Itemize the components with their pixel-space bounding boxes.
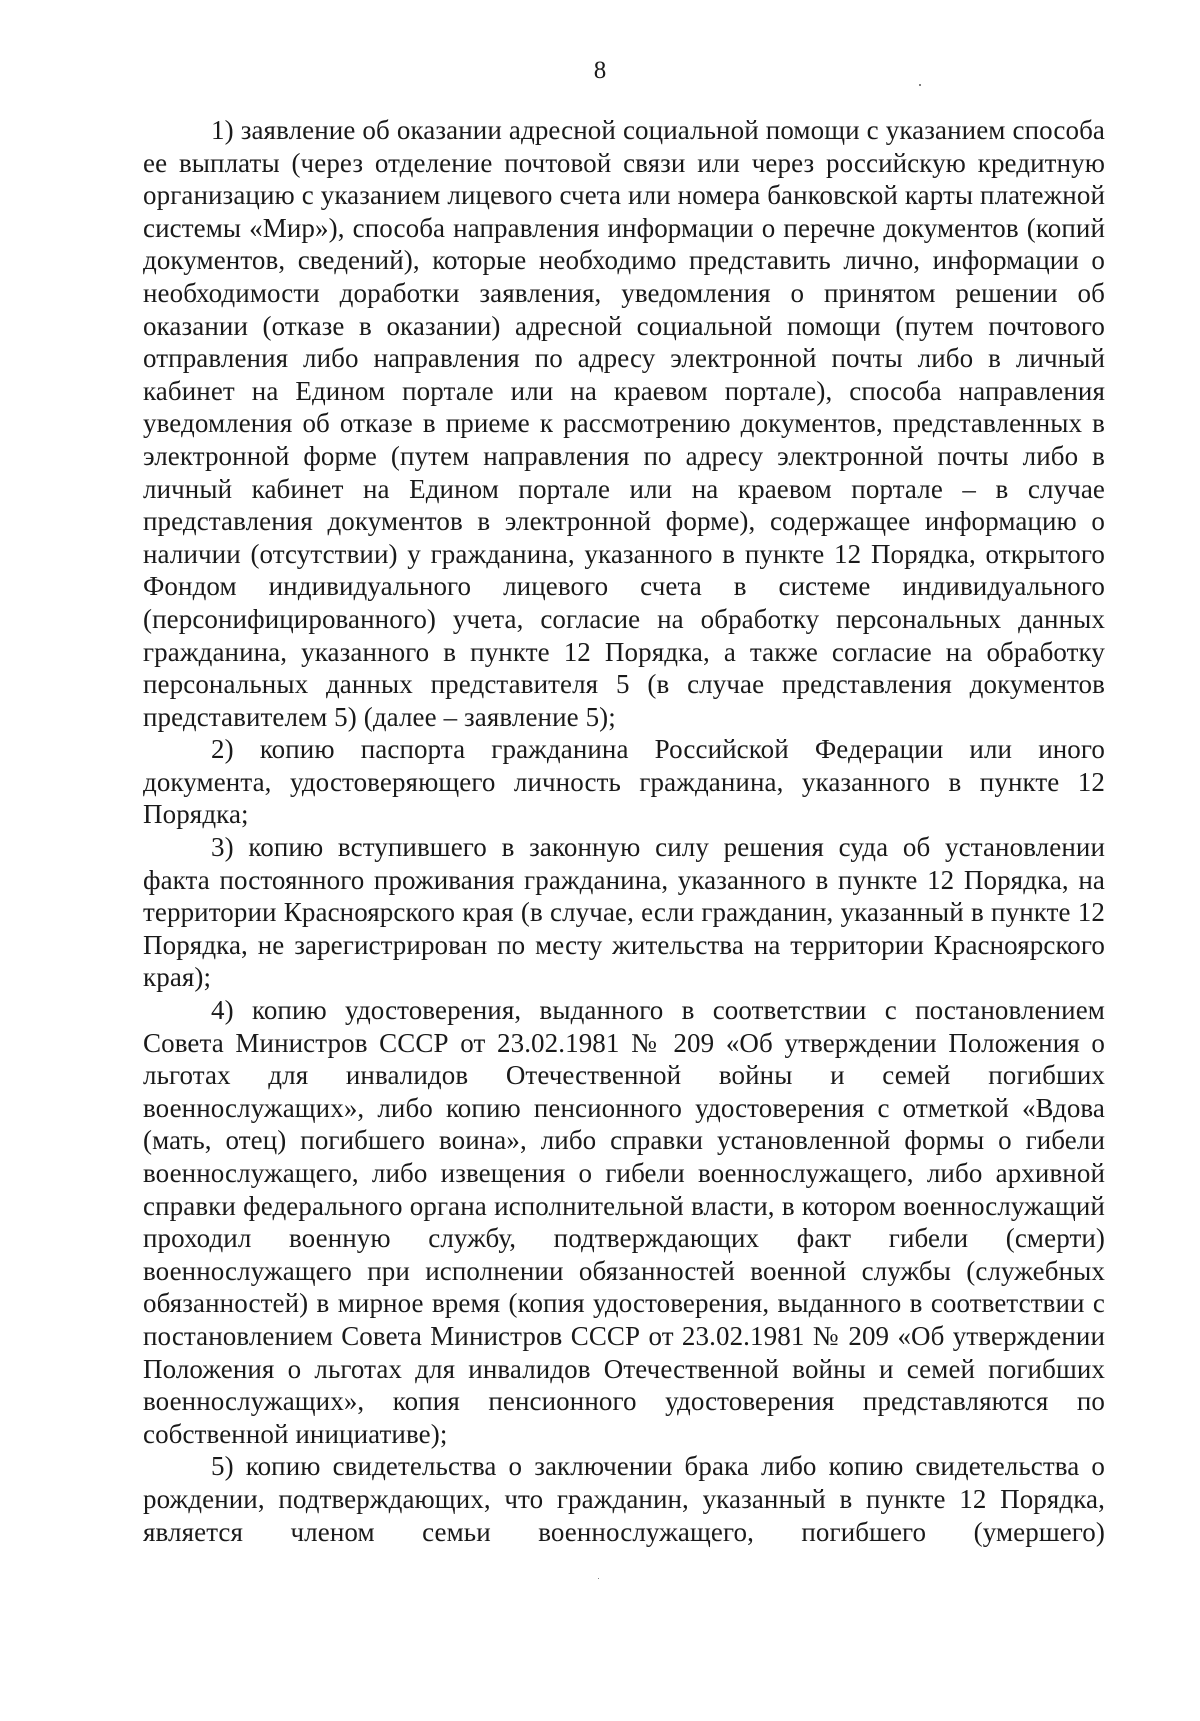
- scan-speck: [598, 1578, 599, 1579]
- paragraph-item-3: 3) копию вступившего в законную силу решения суда об установлении факта постоянного проживания гражданина, указанного в пункте 12 Порядка, на территории Красноярского края (в случае, если гражданин, указанный в пункте 12 Порядка, не зарегистрирован по месту жительства на территории Красноярского края);: [143, 832, 1105, 993]
- page-number: 8: [593, 57, 607, 84]
- document-body: [143, 114, 1105, 1548]
- paragraph-item-5: 5) копию свидетельства о заключении брака либо копию свидетельства о рождении, подтверждающих, что гражданин, указанный в пункте 12 Порядка, является членом семьи военнослужащего, погибшего (умершего): [143, 1451, 1105, 1547]
- paragraph-item-2: 2) копию паспорта гражданина Российской Федерации или иного документа, удостоверяющего личность гражданина, указанного в пункте 12 Порядка;: [143, 734, 1105, 830]
- paragraph-item-1: 1) заявление об оказании адресной социальной помощи с указанием способа ее выплаты (через отделение почтовой связи или через российскую кредитную организацию с указанием лицевого счета или номера банковской карты платежной системы «Мир»), способа направления информации о перечне документов (копий документов, сведений), которые необходимо представить лично, информации о необходимости доработки заявления, уведомления о принятом решении об оказании (отказе в оказании) адресной социальной помощи (путем почтового отправления либо направления по адресу электронной почты либо в личный кабинет на Едином портале или на краевом портале), способа направления уведомления об отказе в приеме к рассмотрению документов, представленных в электронной форме (путем направления по адресу электронной почты либо в личный кабинет на Едином портале или на краевом портале – в случае представления документов в электронной форме), содержащее информацию о наличии (отсутствии) у гражданина, указанного в пункте 12 Порядка, открытого Фондом индивидуального лицевого счета в системе индивидуального (персонифицированного) учета, согласие на обработку персональных данных гражданина, указанного в пункте 12 Порядка, а также согласие на обработку персональных данных представителя 5 (в случае представления документов представителем 5) (далее – заявление 5);: [143, 115, 1105, 732]
- paragraph-item-4: 4) копию удостоверения, выданного в соответствии с постановлением Совета Министров СССР от 23.02.1981 № 209 «Об утверждении Положения о льготах для инвалидов Отечественной войны и семей погибших военнослужащих», либо копию пенсионного удостоверения с отметкой «Вдова (мать, отец) погибшего воина», либо справки установленной формы о гибели военнослужащего, либо извещения о гибели военнослужащего, либо архивной справки федерального органа исполнительной власти, в котором военнослужащий проходил военную службу, подтверждающих факт гибели (смерти) военнослужащего при исполнении обязанностей военной службы (служебных обязанностей) в мирное время (копия удостоверения, выданного в соответствии с постановлением Совета Министров СССР от 23.02.1981 № 209 «Об утверждении Положения о льготах для инвалидов Отечественной войны и семей погибших военнослужащих», копия пенсионного удостоверения представляются по собственной инициативе);: [143, 995, 1105, 1449]
- scan-speck: [919, 84, 921, 86]
